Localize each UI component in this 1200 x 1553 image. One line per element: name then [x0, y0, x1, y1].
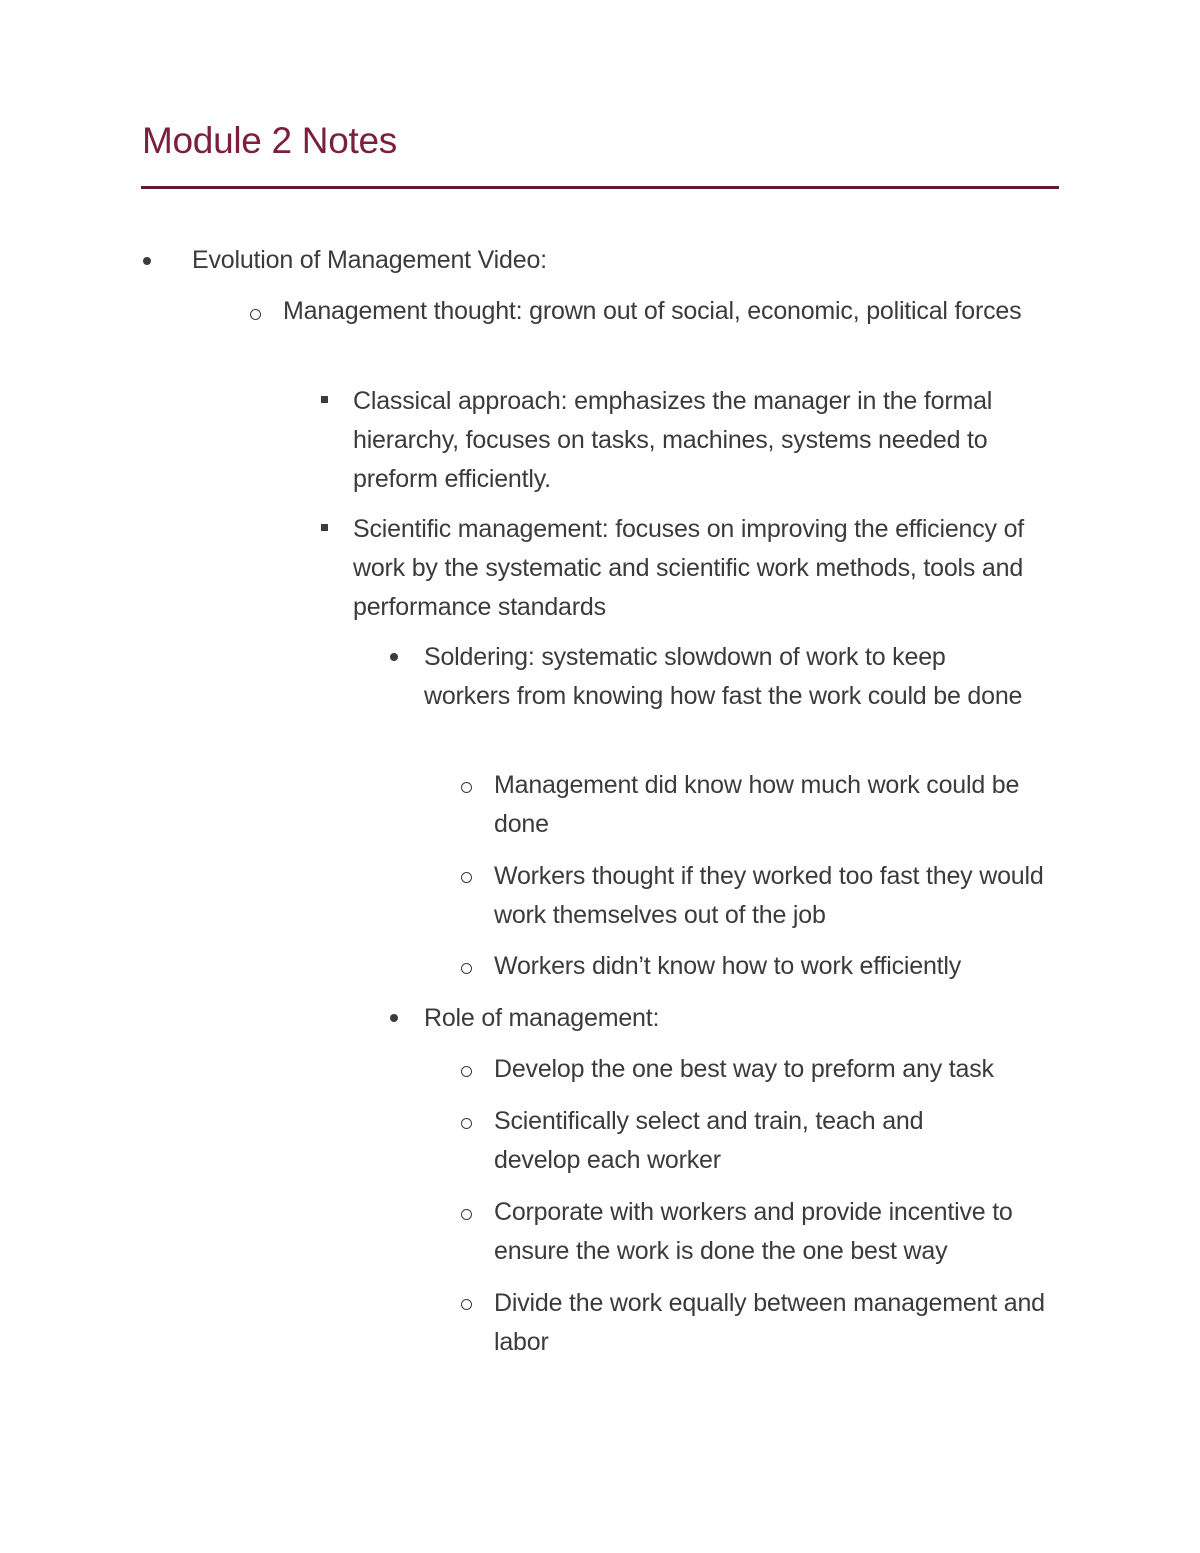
list-item-classical-approach: Classical approach: emphasizes the manager in the formal hierarchy, focuses on tasks, machines, systems needed to preform efficiently. [353, 387, 993, 493]
bullet-icon [143, 257, 151, 265]
list-item-workers-thought: Workers thought if they worked too fast they would work themselves out of the job [494, 862, 1044, 929]
list-item-develop-best-way: Develop the one best way to preform any task [494, 1055, 994, 1083]
list-item-scientifically-select: Scientifically select and train, teach and develop each worker [494, 1107, 924, 1174]
bullet-icon [390, 653, 398, 661]
circle-bullet-icon [461, 1066, 472, 1077]
square-bullet-icon [321, 524, 328, 531]
page-title: Module 2 Notes [142, 120, 397, 161]
list-item-evolution: Evolution of Management Video: [192, 246, 547, 274]
circle-bullet-icon [250, 309, 261, 320]
list-item-role-of-management: Role of management: [424, 1004, 660, 1032]
square-bullet-icon [321, 396, 328, 403]
circle-bullet-icon [461, 1299, 472, 1310]
circle-bullet-icon [461, 782, 472, 793]
list-item-scientific-management: Scientific management: focuses on improving the efficiency of work by the systematic and scientific work methods, tools and performance standards [353, 515, 1025, 621]
circle-bullet-icon [461, 1209, 472, 1220]
title-divider [141, 186, 1059, 189]
list-item-workers-didnt-know: Workers didn’t know how to work efficiently [494, 952, 962, 980]
list-item-divide-work: Divide the work equally between management and labor [494, 1289, 1045, 1356]
list-item-corporate-with-workers: Corporate with workers and provide incentive to ensure the work is done the one best way [494, 1198, 1013, 1265]
list-item-management-thought: Management thought: grown out of social, economic, political forces [283, 297, 1022, 325]
list-item-management-knew: Management did know how much work could be done [494, 771, 1020, 838]
list-item-soldering: Soldering: systematic slowdown of work to keep workers from knowing how fast the work could be done [424, 643, 1023, 710]
circle-bullet-icon [461, 1118, 472, 1129]
bullet-icon [390, 1014, 398, 1022]
circle-bullet-icon [461, 872, 472, 883]
circle-bullet-icon [461, 963, 472, 974]
